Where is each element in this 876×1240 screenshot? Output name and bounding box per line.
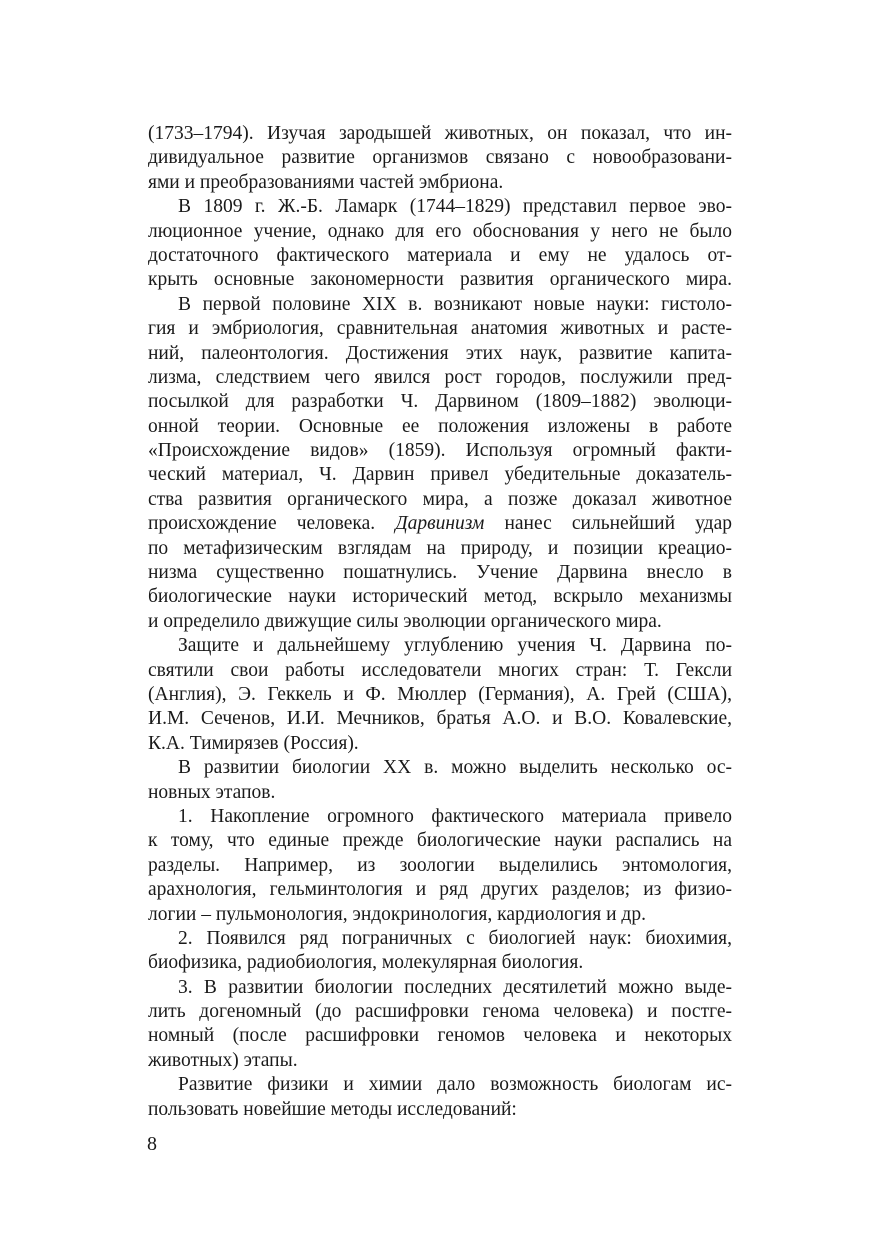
paragraph — [148, 805, 732, 927]
text-line: крыть основные закономерности развития органического мира. — [148, 269, 732, 291]
paragraph — [148, 122, 732, 195]
text-line: И.М. Сеченов, И.И. Мечников, братья А.О. и В.О. Ковалевские, — [148, 708, 732, 730]
paragraph — [148, 1073, 732, 1122]
text-line: В 1809 г. Ж.-Б. Ламарк (1744–1829) представил первое эво- — [178, 196, 732, 218]
text-line: новных этапов. — [148, 781, 276, 803]
text-line: по метафизическим взглядам на природу, и позиции креацио- — [148, 537, 732, 559]
text-line: логии – пульмонология, эндокринология, кардиология и др. — [148, 903, 646, 925]
text-line: 2. Появился ряд пограничных с биологией наук: биохимия, — [178, 927, 732, 949]
text-line: лизма, следствием чего явился рост городов, послужили пред- — [148, 366, 732, 388]
text-line: животных) этапы. — [148, 1049, 298, 1071]
text-line: святили свои работы исследователи многих стран: Т. Гексли — [148, 659, 732, 681]
paragraph — [148, 195, 732, 293]
text-line: В развитии биологии XX в. можно выделить несколько ос- — [178, 757, 732, 779]
text-line: биофизика, радиобиология, молекулярная биология. — [148, 952, 584, 974]
paragraph — [148, 756, 732, 805]
text-line: гия и эмбриология, сравнительная анатомия животных и расте- — [148, 318, 732, 340]
text-line: Защите и дальнейшему углублению учения Ч. Дарвина по- — [178, 635, 732, 657]
text-line: ческий материал, Ч. Дарвин привел убедительные доказатель- — [148, 464, 732, 486]
text-line: достаточного фактического материала и ему не удалось от- — [148, 244, 732, 266]
text-line: В первой половине XIX в. возникают новые науки: гистоло- — [178, 293, 732, 315]
text-body — [148, 122, 732, 1122]
text-line: разделы. Например, из зоологии выделились энтомология, — [148, 854, 732, 876]
text-fragment: происхождение человека. — [148, 513, 376, 535]
text-line: пользовать новейшие методы исследований: — [148, 1098, 517, 1120]
text-line: 1. Накопление огромного фактического материала привело — [178, 805, 732, 827]
text-line: посылкой для разработки Ч. Дарвином (1809–1882) эволюци- — [148, 391, 732, 413]
text-line-with-emphasis — [148, 512, 732, 536]
paragraph — [148, 976, 732, 1074]
text-line: онной теории. Основные ее положения изложены в работе — [148, 415, 732, 437]
text-line: ства развития органического мира, а позже доказал животное — [148, 488, 732, 510]
text-line: люционное учение, однако для его обоснования у него не было — [148, 220, 732, 242]
text-line: номный (после расшифровки геномов человека и некоторых — [148, 1025, 732, 1047]
text-line: 3. В развитии биологии последних десятилетий можно выде- — [178, 976, 732, 998]
text-line: лить догеномный (до расшифровки генома человека) и постге- — [148, 1001, 732, 1023]
paragraph — [148, 634, 732, 756]
text-fragment: нанес сильнейший удар — [504, 513, 732, 535]
text-line: «Происхождение видов» (1859). Используя огромный факти- — [148, 440, 732, 462]
text-line: (Англия), Э. Геккель и Ф. Мюллер (Германия), А. Грей (США), — [148, 683, 732, 705]
text-line: ями и преобразованиями частей эмбриона. — [148, 171, 504, 193]
text-line: и определило движущие силы эволюции органического мира. — [148, 610, 662, 632]
text-line: ний, палеонтология. Достижения этих наук, развитие капита- — [148, 342, 732, 364]
text-line: Развитие физики и химии дало возможность биологам ис- — [178, 1074, 732, 1096]
text-line: к тому, что единые прежде биологические науки распались на — [148, 830, 732, 852]
text-line: биологические науки исторический метод, вскрыло механизмы — [148, 586, 732, 608]
text-line: низма существенно пошатнулись. Учение Дарвина внесло в — [148, 562, 732, 584]
text-line: дивидуальное развитие организмов связано с новообразовани- — [148, 147, 732, 169]
paragraph — [148, 293, 732, 634]
paragraph — [148, 927, 732, 976]
text-line: К.А. Тимирязев (Россия). — [148, 732, 359, 754]
text-line: арахнология, гельминтология и ряд других разделов; из физио- — [148, 879, 732, 901]
text-line: (1733–1794). Изучая зародышей животных, он показал, что ин- — [148, 123, 732, 144]
emphasized-term: Дарвинизм — [395, 513, 485, 535]
page-number: 8 — [147, 1133, 157, 1155]
